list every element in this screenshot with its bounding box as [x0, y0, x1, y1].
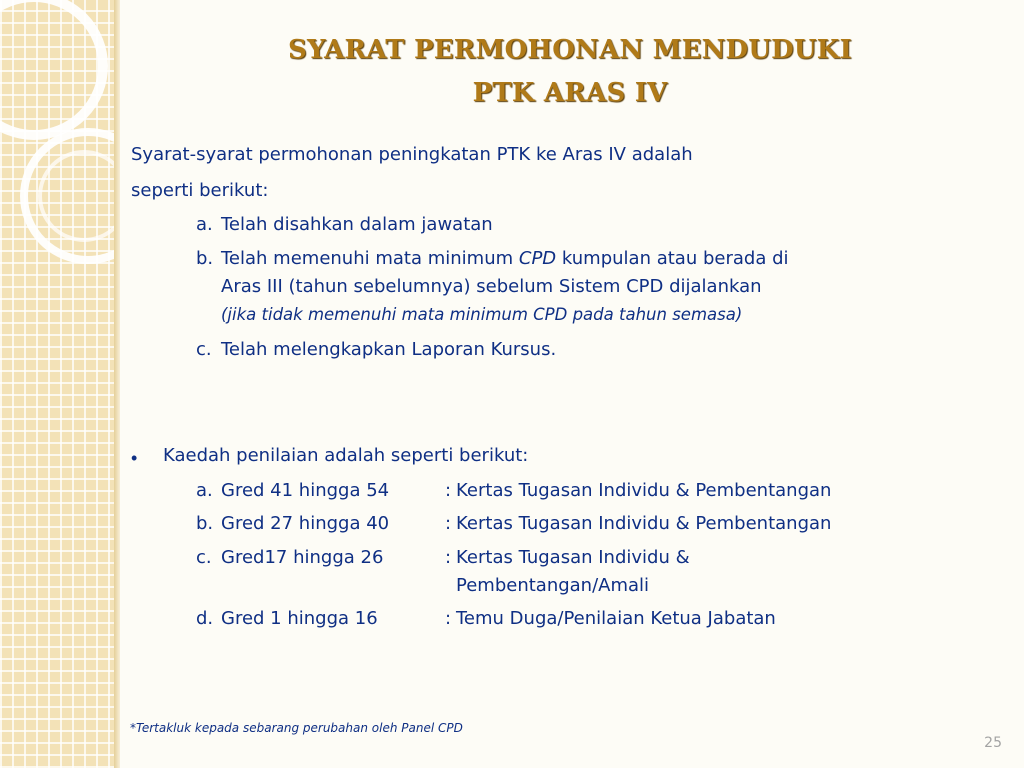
requirement-a-text: Telah disahkan dalam jawatan: [221, 214, 493, 235]
intro-line-1: Syarat-syarat permohonan peningkatan PTK ke Aras IV adalah: [131, 144, 693, 165]
requirement-b-text-part-1: Telah memenuhi mata minimum: [221, 248, 514, 269]
decorative-side-panel: [0, 0, 114, 768]
assessment-b-grade: Gred 27 hingga 40: [221, 513, 390, 534]
requirement-b-marker: b.: [196, 248, 214, 269]
slide-title-line-2: PTK ARAS IV: [472, 78, 668, 108]
assessment-a-grade: Gred 41 hingga 54: [221, 480, 390, 501]
assessment-c-method-continued: Pembentangan/Amali: [456, 575, 650, 596]
intro-line-2: seperti berikut:: [131, 180, 269, 201]
side-panel-edge: [114, 0, 120, 768]
assessment-d-grade: Gred 1 hingga 16: [221, 608, 378, 629]
assessment-d-method: Temu Duga/Penilaian Ketua Jabatan: [456, 608, 776, 629]
decorative-arc-top: [0, 0, 108, 140]
requirement-b-text-line-2: Aras III (tahun sebelumnya) sebelum Sistem CPD dijalankan: [221, 276, 762, 297]
assessment-c-separator: :: [445, 547, 452, 568]
assessment-a-separator: :: [445, 480, 452, 501]
assessment-d-separator: :: [445, 608, 452, 629]
assessment-b-marker: b.: [196, 513, 214, 534]
requirement-a-marker: a.: [196, 214, 213, 235]
assessment-b-method: Kertas Tugasan Individu & Pembentangan: [456, 513, 832, 534]
assessment-heading: Kaedah penilaian adalah seperti berikut:: [163, 445, 529, 466]
assessment-d-marker: d.: [196, 608, 214, 629]
requirement-b-text-part-2: kumpulan atau berada di: [561, 248, 789, 269]
assessment-b-separator: :: [445, 513, 452, 534]
requirement-c-marker: c.: [196, 339, 212, 360]
requirement-b-text-line-1: [221, 248, 789, 269]
footnote: *Tertakluk kepada sebarang perubahan oleh Panel CPD: [130, 721, 463, 735]
requirement-b-note: (jika tidak memenuhi mata minimum CPD pada tahun semasa): [221, 305, 743, 324]
assessment-c-grade: Gred17 hingga 26: [221, 547, 384, 568]
assessment-c-marker: c.: [196, 547, 212, 568]
bullet-dot: •: [131, 448, 138, 468]
requirement-b-cpd-emphasis: CPD: [518, 248, 557, 269]
assessment-a-marker: a.: [196, 480, 213, 501]
assessment-a-method: Kertas Tugasan Individu & Pembentangan: [456, 480, 832, 501]
requirement-c-text: Telah melengkapkan Laporan Kursus.: [221, 339, 557, 360]
slide-title-line-1: SYARAT PERMOHONAN MENDUDUKI: [288, 35, 852, 65]
page-number: 25: [984, 735, 1002, 751]
assessment-c-method: Kertas Tugasan Individu &: [456, 547, 690, 568]
